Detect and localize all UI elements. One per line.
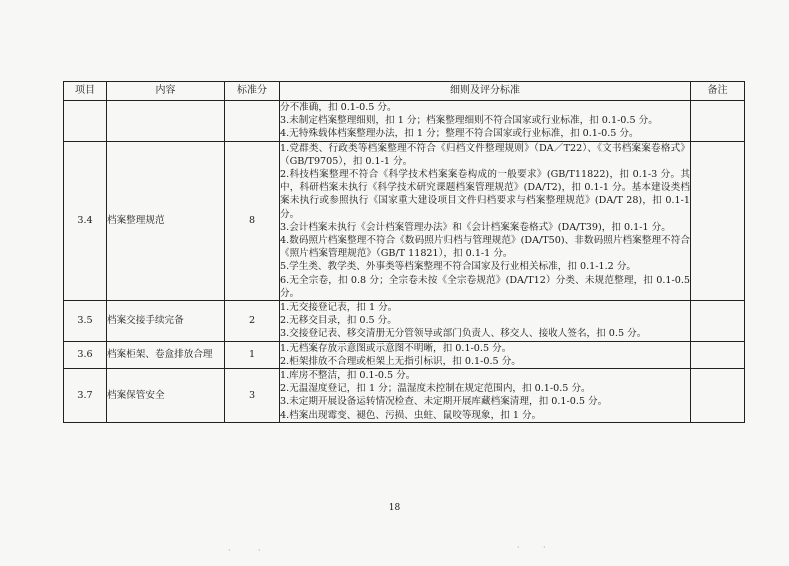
scan-speck: · [228, 546, 231, 555]
row-content: 档案交接手续完备 [107, 301, 225, 342]
table-row-continuation [64, 101, 745, 142]
criteria-item: 分不准确，扣 0.1-0.5 分。 [280, 102, 397, 113]
row-score [225, 101, 280, 142]
row-content [107, 101, 225, 142]
criteria-item: 4.档案出现霉变、褪色、污损、虫蛀、鼠咬等现象，扣 1 分。 [280, 409, 542, 421]
criteria-item: 1.无交接登记表，扣 1 分。 [280, 302, 398, 314]
criteria-item: 3.未制定档案整理细则，扣 1 分；档案整理细则不符合国家或行业标准，扣 0.1-0.5 分。 [280, 115, 658, 127]
criteria-item: 1.库房不整洁，扣 0.1-0.5 分。 [280, 370, 416, 382]
row-number: 3.4 [64, 141, 107, 300]
row-score: 3 [225, 369, 280, 423]
table-row-3-4 [64, 141, 745, 300]
row-criteria [280, 101, 691, 142]
criteria-item: 3.未定期开展设备运转情况检查、未定期开展库藏档案清理，扣 0.1-0.5 分。 [280, 396, 608, 408]
row-notes [691, 101, 745, 142]
row-content: 档案整理规范 [107, 141, 225, 300]
row-criteria [280, 141, 691, 300]
row-notes [691, 341, 745, 368]
row-notes [691, 369, 745, 423]
scan-speck: · [258, 546, 261, 555]
row-criteria [280, 369, 691, 423]
row-content: 档案保管安全 [107, 369, 225, 423]
row-number [64, 101, 107, 142]
row-number: 3.7 [64, 369, 107, 423]
row-notes [691, 141, 745, 300]
criteria-item: 2.无移交目录，扣 0.5 分。 [280, 315, 397, 327]
row-notes [691, 301, 745, 342]
criteria-item: 4.无特殊载体档案整理办法，扣 1 分；整理不符合国家或行业标准，扣 0.1-0.5 分。 [280, 128, 639, 140]
table-row-3-5 [64, 301, 745, 342]
header-criteria: 细则及评分标准 [280, 82, 691, 101]
row-criteria [280, 341, 691, 368]
header-score: 标准分 [225, 82, 280, 101]
criteria-item: 3.交接登记表、移交清册无分管领导或部门负责人、移交人、接收人签名，扣 0.5 分。 [280, 328, 647, 340]
header-item: 项目 [64, 82, 107, 101]
row-score: 1 [225, 341, 280, 368]
table-row-3-6 [64, 341, 745, 368]
table-row-3-7 [64, 369, 745, 423]
scoring-table [63, 81, 745, 423]
page-number: 18 [388, 503, 401, 513]
row-score: 2 [225, 301, 280, 342]
criteria-item: 6.无全宗卷，扣 0.8 分；全宗卷未按《全宗卷规范》(DA/T12）分类、未规范整理，扣 0.1-0.5 分。 [280, 274, 690, 299]
row-content: 档案柜架、卷盒排放合理 [107, 341, 225, 368]
criteria-item: 2.柜架排放不合理或柜架上无指引标识，扣 0.1-0.5 分。 [280, 355, 521, 367]
row-number: 3.5 [64, 301, 107, 342]
criteria-item: 5.学生类、教学类、外事类等档案整理不符合国家及行业相关标准，扣 0.1-1.2 分。 [280, 261, 637, 273]
scan-speck: · [517, 543, 520, 552]
criteria-item: 1.无档案存放示意图或示意图不明晰，扣 0.1-0.5 分。 [280, 342, 512, 354]
criteria-item: 4.数码照片档案整理不符合《数码照片归档与管理规范》(DA/T50)、非数码照片档案整理不符合《照片档案管理规范》（GB/T 11821），扣 0.1-1 分。 [280, 235, 690, 260]
criteria-item: 3.会计档案未执行《会计档案管理办法》和《会计档案案卷格式》(DA/T39)，扣 0.1-1 分。 [280, 221, 671, 233]
scan-speck: · [543, 543, 546, 552]
row-number: 3.6 [64, 341, 107, 368]
criteria-item: 1.党群类、行政类等档案整理不符合《归档文件整理规则》（DA／T22）、《文书档案案卷格式》（GB/T9705），扣 0.1-1 分。 [280, 142, 690, 167]
criteria-item: 2.无温湿度登记，扣 1 分；温湿度未控制在规定范围内，扣 0.1-0.5 分。 [280, 383, 591, 395]
header-notes: 备注 [691, 82, 745, 101]
header-content: 内容 [107, 82, 225, 101]
row-score: 8 [225, 141, 280, 300]
row-criteria [280, 301, 691, 342]
table-header-row [64, 82, 745, 101]
criteria-item: 2.科技档案整理不符合《科学技术档案案卷构成的一般要求》(GB/T11822)，扣 0.1-3 分。其中，科研档案未执行《科学技术研究课题档案管理规范》(DA/T2)，扣 0.1-1 分。基本建设类档案未执行或参照执行《国家重大建设项目文件归档要求与档案整理规范》(DA/T 28)，扣 0.1-1 分。 [280, 169, 690, 220]
